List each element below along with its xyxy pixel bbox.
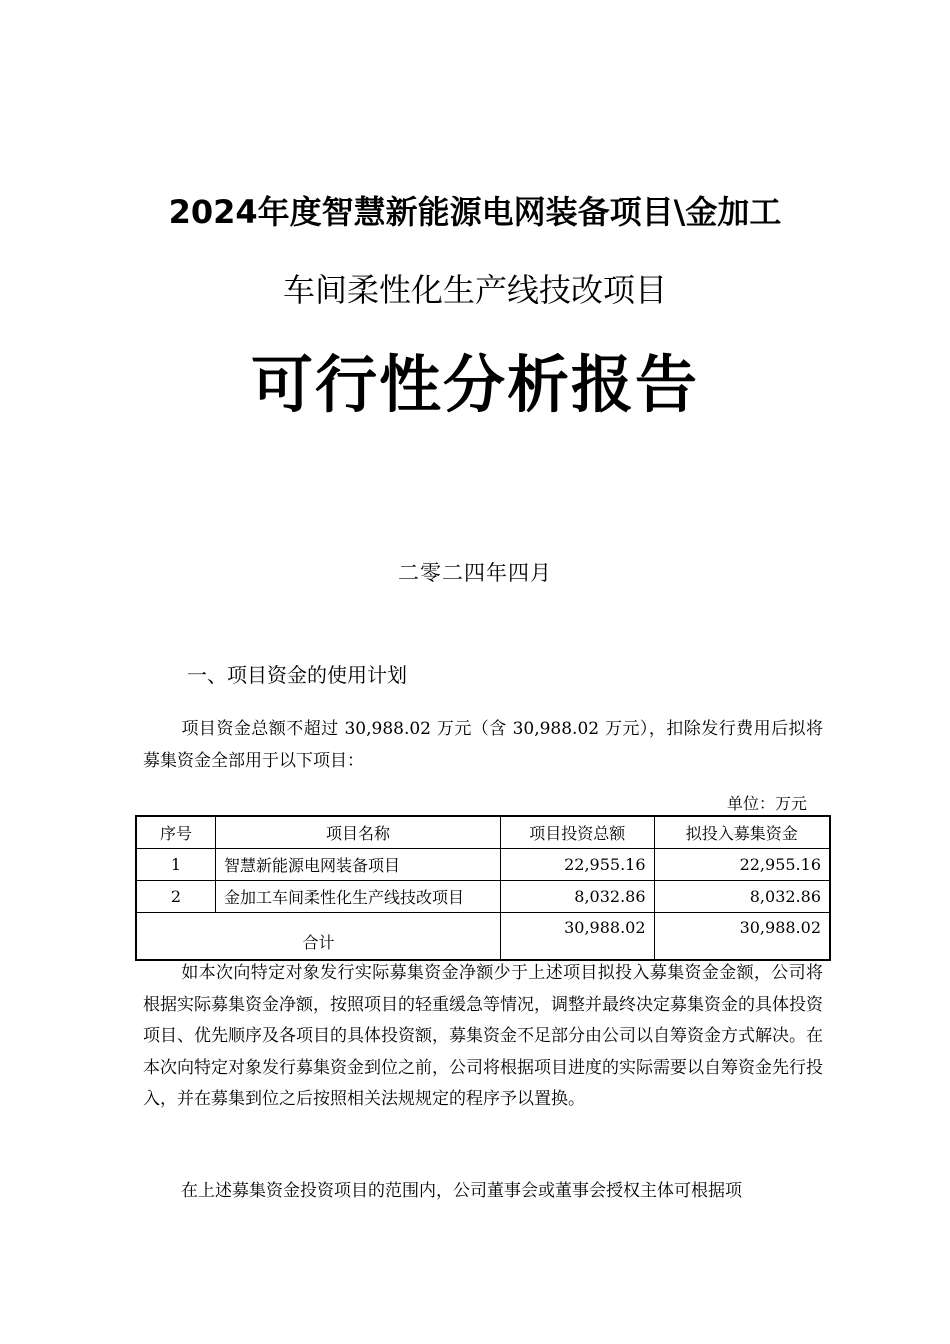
- table-row: [136, 849, 830, 881]
- cell-project-name: 智慧新能源电网装备项目: [216, 849, 501, 881]
- cell-total-investment-sum: 30,988.02: [501, 913, 655, 961]
- header-raised-funds: 拟投入募集资金: [654, 816, 830, 849]
- header-project-name: 项目名称: [216, 816, 501, 849]
- intro-text: 项目资金总额不超过 30,988.02 万元（含 30,988.02 万元），扣除发行费用后拟将募集资金全部用于以下项目：: [143, 719, 823, 771]
- intro-paragraph: [143, 714, 823, 777]
- cell-seq: 2: [136, 881, 216, 913]
- cell-raised-funds: 8,032.86: [654, 881, 830, 913]
- cell-total-label: 合计: [136, 913, 501, 961]
- cell-raised-funds: 22,955.16: [654, 849, 830, 881]
- table-header-row: [136, 816, 830, 849]
- document-date: 二零二四年四月: [398, 561, 552, 585]
- table-row: [136, 881, 830, 913]
- cell-total-investment: 22,955.16: [501, 849, 655, 881]
- board-authority-paragraph: [143, 1176, 823, 1208]
- document-title-line-1: 2024年度智慧新能源电网装备项目\金加工: [168, 193, 782, 231]
- adjustment-paragraph: [143, 958, 823, 1116]
- document-title-line-2: 车间柔性化生产线技改项目: [282, 271, 667, 309]
- cell-seq: 1: [136, 849, 216, 881]
- header-total-investment: 项目投资总额: [501, 816, 655, 849]
- cell-raised-funds-sum: 30,988.02: [654, 913, 830, 961]
- board-authority-text: 在上述募集资金投资项目的范围内，公司董事会或董事会授权主体可根据项: [181, 1181, 742, 1201]
- cell-total-investment: 8,032.86: [501, 881, 655, 913]
- section-heading: 一、项目资金的使用计划: [187, 663, 407, 687]
- adjustment-text: 如本次向特定对象发行实际募集资金净额少于上述项目拟投入募集资金金额，公司将根据实际募集资金净额，按照项目的轻重缓急等情况，调整并最终决定募集资金的具体投资项目、优先顺序及各项目的具体投资额，募集资金不足部分由公司以自筹资金方式解决。在本次向特定对象发行募集资金到位之前，公司将根据项目进度的实际需要以自筹资金先行投入，并在募集到位之后按照相关法规规定的程序予以置换。: [143, 963, 823, 1109]
- table-total-row: [136, 913, 830, 961]
- fund-usage-table: [135, 815, 831, 961]
- unit-label: 单位：万元: [726, 794, 807, 813]
- cell-project-name: 金加工车间柔性化生产线技改项目: [216, 881, 501, 913]
- document-main-title: 可行性分析报告: [250, 348, 699, 421]
- header-seq: 序号: [136, 816, 216, 849]
